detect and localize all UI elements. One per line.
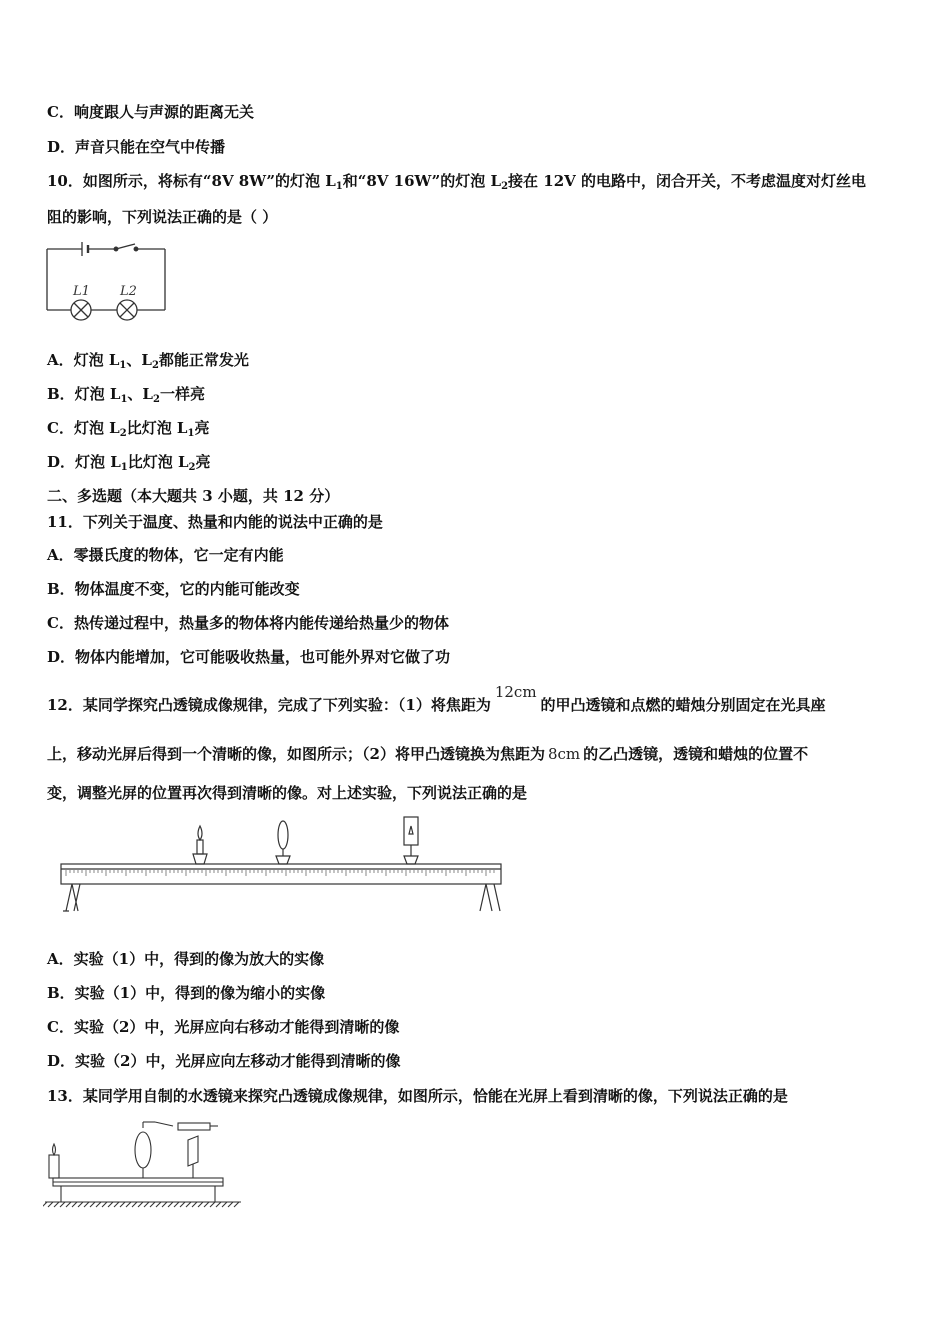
q12-optical-bench-diagram xyxy=(58,814,504,914)
lamp-l2-label: L2 xyxy=(120,284,137,299)
q11-stem: 11．下列关于温度、热量和内能的说法中正确的是 xyxy=(47,513,383,531)
focal-length-8cm: 8cm xyxy=(547,745,581,763)
q10-stem-line1: 10．如图所示，将标有“8V 8W”的灯泡 $L_1$和“8V 16W”的灯泡 $L_2$接在 12V 的电路中，闭合开关，不考虑温度对灯丝电 xyxy=(47,172,866,192)
lamp-l1-label: L1 xyxy=(73,284,90,299)
q12-option-d: D．实验（2）中，光屏应向左移动才能得到清晰的像 xyxy=(47,1052,401,1070)
q10-option-d: D．灯泡 $L_1$比灯泡 $L_2$亮 xyxy=(47,453,211,473)
switch-blade xyxy=(116,244,135,249)
q11-option-b: B．物体温度不变，它的内能可能改变 xyxy=(47,580,300,598)
syringe xyxy=(155,1122,218,1130)
q11-option-c: C．热传递过程中，热量多的物体将内能传递给热量少的物体 xyxy=(47,614,449,632)
q12-stem-line1: 12．某同学探究凸透镜成像规律，完成了下列实验：（1）将焦距为12cm的甲凸透镜和点燃的蜡烛分别固定在光具座 xyxy=(47,683,826,714)
light-screen xyxy=(188,1136,198,1178)
q10-stem-line2: 阻的影响，下列说法正确的是（ ） xyxy=(47,208,278,226)
section-heading: 二、多选题（本大题共 3 小题，共 12 分） xyxy=(47,487,340,505)
q11-option-d: D．物体内能增加，它可能吸收热量，也可能外界对它做了功 xyxy=(47,648,451,666)
q10-option-b: B．灯泡 $L_1$、$L_2$一样亮 xyxy=(47,385,205,405)
q13-water-lens-diagram xyxy=(43,1118,243,1208)
q12-option-b: B．实验（1）中，得到的像为缩小的实像 xyxy=(47,984,326,1002)
water-lens xyxy=(135,1122,155,1178)
q12-option-a: A．实验（1）中，得到的像为放大的实像 xyxy=(47,950,325,968)
q12-option-c: C．实验（2）中，光屏应向右移动才能得到清晰的像 xyxy=(47,1018,400,1036)
q12-stem-line3: 变，调整光屏的位置再次得到清晰的像。对上述实验，下列说法正确的是 xyxy=(47,784,528,802)
q12-stem-line2: 上，移动光屏后得到一个清晰的像，如图所示；（2）将甲凸透镜换为焦距为 8cm 的乙凸透镜，透镜和蜡烛的位置不 xyxy=(47,745,809,763)
q10-option-a: A．灯泡 $L_1$、$L_2$都能正常发光 xyxy=(47,351,249,371)
q9-option-c: C．响度跟人与声源的距离无关 xyxy=(47,103,254,121)
q10-circuit-diagram xyxy=(44,240,169,322)
candle xyxy=(49,1144,59,1178)
q11-option-a: A．零摄氏度的物体，它一定有内能 xyxy=(47,546,284,564)
focal-length-12cm: 12cm xyxy=(494,683,537,701)
q13-stem: 13．某同学用自制的水透镜来探究凸透镜成像规律，如图所示，恰能在光屏上看到清晰的像，下列说法正确的是 xyxy=(47,1087,788,1105)
convex-lens xyxy=(276,821,290,864)
q10-option-c: C．灯泡 $L_2$比灯泡 $L_1$亮 xyxy=(47,419,210,439)
q9-option-d: D．声音只能在空气中传播 xyxy=(47,138,226,156)
candle xyxy=(193,826,207,864)
light-screen xyxy=(404,817,418,864)
